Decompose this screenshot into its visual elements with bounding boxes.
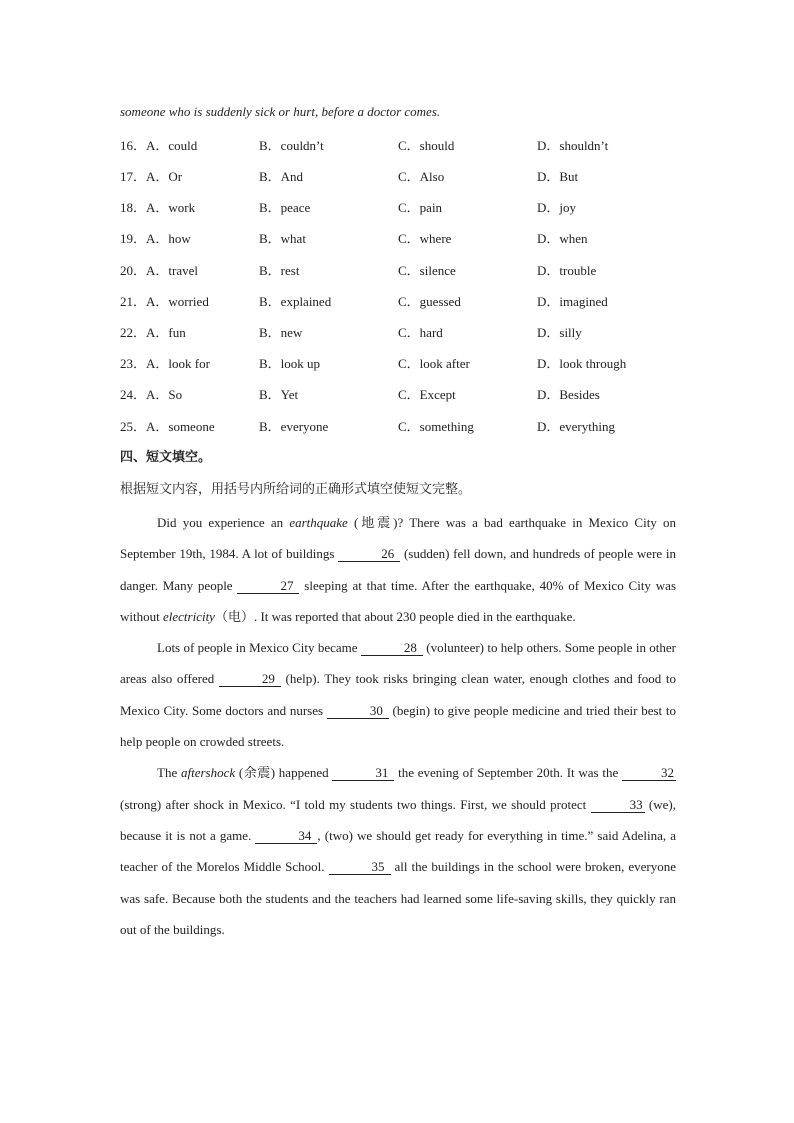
option-a: 16．A．could	[120, 138, 198, 153]
option-b: B．rest	[259, 263, 300, 278]
question-row	[120, 197, 676, 217]
option-a: 24．A．So	[120, 387, 183, 402]
option-d: D．shouldn’t	[537, 138, 609, 153]
paragraph-3: The aftershock (余震) happened 31 the evening of September 20th. It was the 32 (strong) after shock in Mexico. “I told my students two things. First, we should protect 33 (we), because it is not a game. 34 , (two) we should get ready for everything in time.” said Adelina, a teacher of the Morelos Middle School. 35 all the buildings in the school were broken, everyone was safe. Because both the students and the teachers had learned some life-saving skills, they quickly ran out of the buildings.	[120, 765, 677, 937]
option-d: D．imagined	[537, 294, 608, 309]
option-d: D．silly	[537, 325, 582, 340]
question-row	[120, 384, 676, 404]
option-d: D．when	[537, 231, 588, 246]
option-b: B．And	[259, 169, 304, 184]
option-b: B．everyone	[259, 419, 329, 434]
option-b: B．peace	[259, 200, 311, 215]
paragraph-2: Lots of people in Mexico City became 28 (volunteer) to help others. Some people in other areas also offered 29 (help). They took risks bringing clean water, enough clothes and food to Mexico City. Some doctors and nurses 30 (begin) to give people medicine and tried their best to help people on crowded streets.	[120, 640, 676, 750]
option-b: B．look up	[259, 356, 321, 371]
question-row	[120, 228, 676, 248]
blank-32[interactable]: 32	[622, 766, 676, 781]
option-a: 17．A．Or	[120, 169, 183, 184]
question-row	[120, 291, 676, 311]
option-a: 25．A．someone	[120, 419, 215, 434]
question-row	[120, 260, 676, 280]
option-b: B．explained	[259, 294, 332, 309]
question-row	[120, 135, 676, 155]
blank-30[interactable]: 30	[327, 704, 389, 719]
blank-29[interactable]: 29	[219, 672, 281, 687]
option-a: 22．A．fun	[120, 325, 186, 340]
option-a: 18．A．work	[120, 200, 196, 215]
option-d: D．everything	[537, 419, 615, 434]
option-c: C．pain	[398, 200, 443, 215]
passage	[120, 507, 676, 945]
blank-33[interactable]: 33	[591, 798, 645, 813]
option-c: C．look after	[398, 356, 470, 371]
question-row	[120, 322, 676, 342]
question-row	[120, 353, 676, 373]
section-instruction: 根据短文内容，用括号内所给词的正确形式填空使短文完整。	[120, 482, 472, 497]
blank-31[interactable]: 31	[332, 766, 394, 781]
option-c: C．where	[398, 231, 452, 246]
blank-27[interactable]: 27	[237, 579, 299, 594]
keyword-electricity: electricity	[162, 608, 215, 624]
blank-28[interactable]: 28	[361, 641, 423, 656]
question-row	[120, 166, 676, 186]
option-c: C．silence	[398, 263, 456, 278]
option-c: C．something	[398, 419, 474, 434]
option-d: D．look through	[537, 356, 627, 371]
option-a: 19．A．how	[120, 231, 191, 246]
option-a: 23．A．look for	[120, 356, 210, 371]
option-a: 21．A．worried	[120, 294, 209, 309]
paragraph-1: Did you experience an earthquake (地震)? There was a bad earthquake in Mexico City on September 19th, 1984. A lot of buildings 26 (sudden) fell down, and hundreds of people were in danger. Many people 27 sleeping at that time. After the earthquake, 40% of Mexico City was without electricity（电）. It was reported that about 230 people died in the earthquake.	[120, 515, 677, 624]
intro-text: someone who is suddenly sick or hurt, before a doctor comes.	[120, 104, 441, 119]
option-a: 20．A．travel	[120, 263, 198, 278]
option-d: D．Besides	[537, 387, 600, 402]
keyword-earthquake: earthquake	[289, 515, 348, 530]
option-b: B．new	[259, 325, 303, 340]
keyword-aftershock: aftershock	[180, 765, 236, 781]
option-d: D．trouble	[537, 263, 597, 278]
blank-35[interactable]: 35	[329, 860, 391, 875]
option-b: B．couldn’t	[259, 138, 324, 153]
option-d: D．joy	[537, 200, 577, 215]
blank-34[interactable]: 34	[255, 829, 317, 844]
option-c: C．Also	[398, 169, 445, 184]
blank-26[interactable]: 26	[338, 547, 400, 562]
option-c: C．Except	[398, 387, 456, 402]
question-row	[120, 416, 676, 436]
option-b: B．what	[259, 231, 306, 246]
option-b: B．Yet	[259, 387, 299, 402]
option-d: D．But	[537, 169, 579, 184]
option-c: C．should	[398, 138, 455, 153]
option-c: C．hard	[398, 325, 443, 340]
option-c: C．guessed	[398, 294, 461, 309]
section-title: 四、短文填空。	[120, 450, 212, 465]
